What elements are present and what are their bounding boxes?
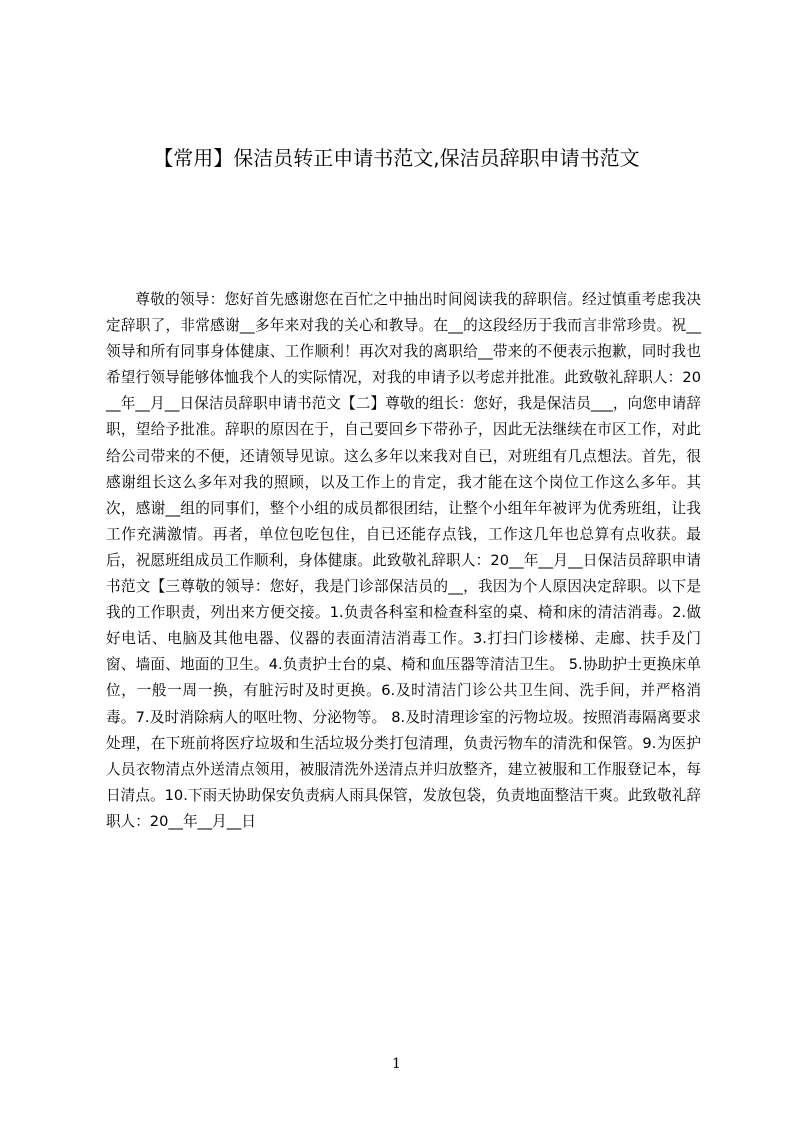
document-title: 【常用】保洁员转正申请书范文,保洁员辞职申请书范文 [153, 146, 640, 170]
page-number: 1 [392, 1056, 401, 1072]
document-body: 尊敬的领导：您好首先感谢您在百忙之中抽出时间阅读我的辞职信。经过慎重考虑我决定辞职了，非常感谢__多年来对我的关心和教导。在__的这段经历于我而言非常珍贵。祝__领导和所有同事身体健康、工作顺利！再次对我的离职给__带来的不便表示抱歉，同时我也希望行领导能够体恤我个人的实际情况，对我的申请予以考虑并批准。此致敬礼辞职人：20__年__月__日保洁员辞职申请书范文【二】尊敬的组长：您好，我是保洁员___，向您申请辞职，望给予批准。辞职的原因在于，自己要回乡下带孙子，因此无法继续在市区工作，对此给公司带来的不便，还请领导见谅。这么多年以来我对自已，对班组有几点想法。首先，很感谢组长这么多年对我的照顾，以及工作上的肯定，我才能在这个岗位工作这么多年。其次，感谢__组的同事们，整个小组的成员都很团结，让整个小组年年被评为优秀班组，让我工作充满激情。再者，单位包吃包住，自已还能存点钱，工作这几年也总算有点收获。最后，祝愿班组成员工作顺利，身体健康。此致敬礼辞职人：20__年__月__日保洁员辞职申请书范文【三尊敬的领导：您好，我是门诊部保洁员的__，我因为个人原因决定辞职。以下是我的工作职责，列出来方便交接。1.负责各科室和检查科室的桌、椅和床的清洁消毒。2.做好电话、电脑及其他电器、仪器的表面清洁消毒工作。3.打扫门诊楼梯、走廊、扶手及门窗、墙面、地面的卫生。4.负责护士台的桌、椅和血压器等清洁卫生。 5.协助护士更换床单位，一般一周一换，有脏污时及时更换。6.及时清洁门诊公共卫生间、洗手间，并严格消毒。7.及时消除病人的呕吐物、分泌物等。 8.及时清理诊室的污物垃圾。按照消毒隔离要求处理，在下班前将医疗垃圾和生活垃圾分类打包清理，负责污物车的清洗和保管。9.为医护人员衣物清点外送清点领用，被服清洗外送清点并归放整齐，建立被服和工作服登记本，每日清点。10.下雨天协助保安负责病人雨具保管，发放包袋，负责地面整洁干爽。此致敬礼辞职人：20__年__月__日 [106, 291, 701, 830]
